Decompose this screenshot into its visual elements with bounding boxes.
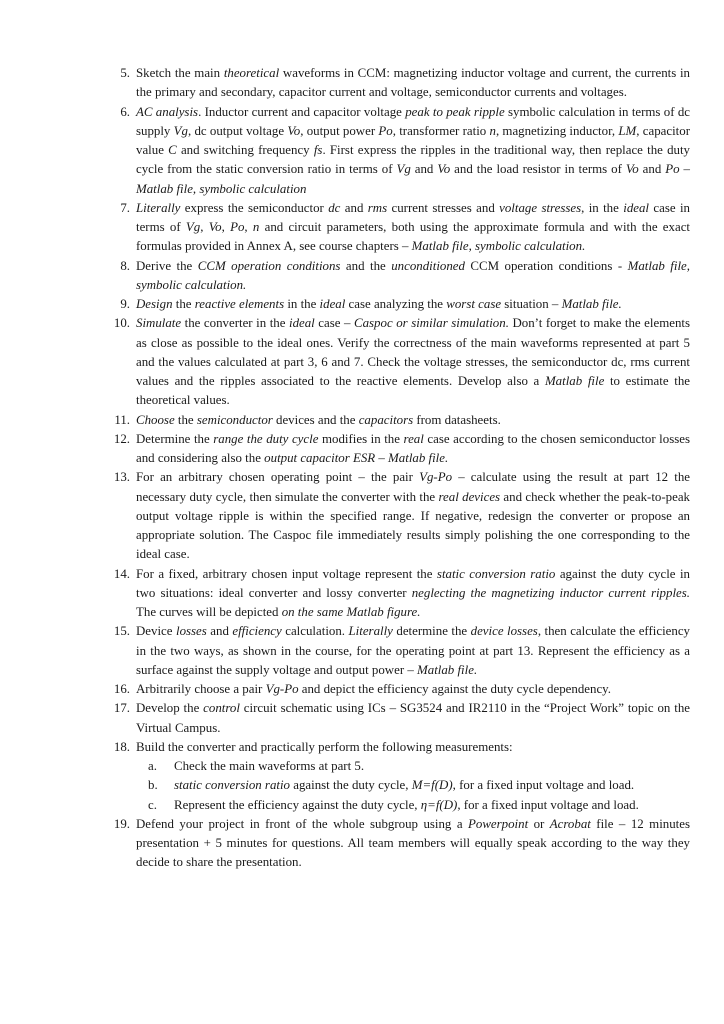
italic-text-run: Vo [208, 220, 222, 234]
item-number: 19. [113, 816, 130, 831]
text-run: and [340, 200, 368, 215]
italic-text-run: Matlab file [544, 374, 605, 388]
item-number: 12. [113, 431, 130, 446]
italic-text-run: Powerpoint [468, 816, 529, 831]
text-run: express the semiconductor [180, 200, 329, 215]
text-run: and [638, 162, 666, 177]
text-run: , output power [300, 123, 379, 138]
text-run: the [172, 297, 195, 311]
italic-text-run: worst case [446, 297, 502, 311]
italic-text-run: rms [367, 200, 388, 215]
italic-text-run: fs [313, 143, 323, 157]
text-run: Derive the [136, 258, 198, 273]
text-run: , then calculate the efficiency in the two ways, as shown in the course, for the operating point at part 13. Represent the efficiency as a surface against the supply voltage and output power – [136, 624, 690, 677]
italic-text-run: Simulate [136, 316, 182, 331]
italic-text-run: Vg [185, 220, 201, 234]
text-run: waveforms in CCM: magnetizing inductor voltage and current, the currents in the primary and secondary, capacitor current and voltage, semiconductor currents and voltages. [136, 66, 691, 100]
text-run: , dc output voltage [187, 123, 288, 138]
text-run: situation – [501, 297, 562, 311]
list-item [120, 199, 690, 257]
text-run: the [174, 412, 197, 427]
list-item [113, 430, 690, 469]
italic-text-run: control [203, 701, 240, 716]
italic-text-run: Vg [396, 162, 411, 177]
item-text [136, 64, 690, 103]
text-run: and circuit parameters, both using the approximate formula and with the exact formulas provided in Annex A, see course chapters – [136, 220, 690, 254]
italic-text-run: reactive elements [194, 297, 285, 311]
italic-text-run: LM [618, 123, 637, 138]
item-number: 6. [120, 104, 130, 119]
text-run: determine the [392, 624, 471, 639]
list-item [113, 680, 690, 699]
sub-item-letter: c. [148, 797, 157, 812]
item-text [136, 295, 690, 314]
text-run: against the duty cycle, [290, 778, 412, 793]
text-run: Arbitrarily choose a pair [136, 682, 266, 696]
italic-text-run: peak to peak ripple [405, 104, 505, 119]
item-number: 9. [120, 297, 130, 311]
text-run: in the [284, 297, 320, 311]
list-item [120, 103, 691, 199]
italic-text-run: Literally [136, 200, 181, 215]
italic-text-run: range the duty cycle [213, 431, 319, 446]
sub-item-text [174, 759, 364, 773]
text-run: the converter in the [181, 316, 289, 331]
list-item [113, 738, 690, 815]
requirements-list [0, 64, 724, 873]
text-run: and [410, 162, 438, 177]
item-number: 18. [113, 739, 130, 754]
item-number: 8. [120, 258, 130, 273]
list-item [120, 295, 690, 314]
text-run: Determine the [136, 431, 214, 446]
italic-text-run: Vo [287, 123, 301, 138]
italic-text-run: Choose [136, 412, 175, 427]
italic-text-run: ideal [288, 316, 315, 331]
item-text [136, 468, 690, 564]
italic-text-run: dc [328, 200, 341, 215]
item-number: 13. [113, 470, 130, 485]
italic-text-run: Po [437, 470, 453, 485]
text-run: , [244, 220, 253, 234]
list-item [120, 257, 690, 296]
item-number: 11. [114, 412, 130, 427]
item-text [136, 430, 690, 469]
text-run: and check whether the peak-to-peak output voltage ripple is within the specified range. If negative, redesign the converter or propose an appropriate solution. The Caspoc file immediately results simply polishing the one corresponding to the ideal case. [136, 489, 690, 562]
text-run: against the duty cycle in two situations: ideal converter and lossy converter [136, 566, 690, 600]
italic-text-run: ideal [319, 297, 346, 311]
item-text [136, 257, 690, 296]
item-text [136, 199, 690, 257]
italic-text-run: n [489, 123, 496, 138]
text-run: circuit schematic using ICs – SG3524 and IR2110 in the “Project Work” topic on the Virtual Campus. [136, 701, 690, 735]
text-run: , transformer ratio [392, 123, 490, 138]
text-run: . First express the ripples in the traditional way, then replace the duty cycle from the static conversion ratio in terms of [136, 143, 690, 177]
text-run: , for a fixed input voltage and load. [452, 778, 635, 793]
italic-text-run: Matlab file, symbolic calculation [136, 181, 307, 196]
text-run: Device [136, 624, 176, 639]
text-run: For an arbitrary chosen operating point – the pair [136, 470, 420, 485]
text-run: from datasheets. [413, 412, 501, 427]
text-run: CCM operation conditions - [464, 258, 628, 273]
italic-text-run: neglecting the magnetizing inductor current ripples. [411, 585, 690, 600]
item-number: 5. [120, 66, 130, 80]
italic-text-run: device losses [470, 624, 538, 639]
list-item [113, 699, 690, 738]
sub-item-text [174, 798, 639, 812]
text-run: and [206, 624, 233, 639]
item-number: 17. [113, 701, 130, 716]
item-text [136, 103, 690, 199]
text-run: modifies in the [318, 431, 404, 446]
italic-text-run: CCM operation conditions [197, 258, 341, 273]
text-run: The curves will be depicted [136, 605, 282, 619]
text-run: – calculate using the result at part 12 the necessary duty cycle, then simulate the converter with the [136, 470, 690, 504]
italic-text-run: Matlab file, symbolic calculation. [411, 239, 586, 254]
italic-text-run: real devices [438, 489, 501, 504]
sub-item-letter: a. [148, 759, 157, 773]
text-run: devices and the [272, 412, 359, 427]
item-text [136, 565, 690, 623]
list-item [114, 411, 690, 430]
text-run: symbolic calculation in terms of dc supply [136, 104, 691, 138]
text-run: Build the converter and practically perform the following measurements: [136, 739, 513, 754]
text-run: , [221, 220, 231, 234]
italic-text-run: Po [230, 220, 245, 234]
text-run: and the [340, 258, 392, 273]
text-run: – [679, 162, 691, 177]
italic-text-run: Po [284, 682, 299, 696]
text-run: - [279, 682, 285, 696]
sub-item-text [174, 778, 634, 792]
text-run: and depict the efficiency against the duty cycle dependency. [298, 682, 611, 696]
text-run: file – 12 minutes presentation + 5 minutes for questions. All team members will equally speak according to the way they decide to share the presentation. [136, 816, 690, 870]
list-item [113, 565, 690, 623]
sub-list-item [148, 796, 690, 815]
text-run: calculation. [281, 624, 349, 639]
sub-list-item [148, 776, 690, 795]
list-item [113, 314, 691, 410]
text-run: case – [314, 316, 354, 331]
text-run: or [528, 816, 550, 831]
italic-text-run: output capacitor ESR – Matlab file. [264, 451, 449, 465]
text-run: , [200, 220, 209, 234]
italic-text-run: Matlab file, symbolic calculation. [136, 258, 690, 292]
italic-text-run: ideal [623, 200, 650, 215]
italic-text-run: efficiency [232, 624, 282, 639]
item-text [136, 699, 690, 738]
list-item [113, 815, 690, 873]
text-run: Defend your project in front of the whole subgroup using a [136, 816, 468, 831]
text-run: . Inductor current and capacitor voltage [198, 104, 406, 119]
text-run: case in terms of [136, 200, 690, 234]
italic-text-run: Vo [437, 162, 451, 177]
text-run: For a fixed, arbitrary chosen input voltage represent the [136, 566, 437, 581]
italic-text-run: n [252, 220, 260, 234]
sub-list [136, 757, 690, 815]
text-run: - [433, 470, 438, 485]
italic-text-run: Po [665, 162, 680, 177]
sub-item-letter: b. [148, 778, 158, 793]
item-text [136, 622, 690, 680]
text-run: case analyzing the [345, 297, 447, 311]
italic-text-run: semiconductor [196, 412, 273, 427]
item-number: 10. [113, 316, 130, 331]
italic-text-run: Acrobat [549, 816, 591, 831]
item-number: 14. [113, 566, 130, 581]
italic-text-run: Vg [419, 470, 434, 485]
text-run: and the load resistor in terms of [450, 162, 626, 177]
item-text [136, 680, 690, 699]
italic-text-run: static conversion ratio [174, 778, 291, 793]
italic-text-run: Matlab file. [561, 297, 622, 311]
text-run: case according to the chosen semiconductor losses and considering also the [136, 431, 690, 465]
item-text [136, 314, 690, 410]
text-run: Represent the efficiency against the duty cycle, [174, 797, 421, 812]
italic-text-run: losses [175, 624, 207, 639]
text-run: , capacitor value [136, 123, 690, 157]
italic-text-run: AC analysis [136, 104, 199, 119]
italic-text-run: voltage stresses [499, 200, 582, 215]
italic-text-run: Vg [265, 682, 280, 696]
item-text [136, 815, 690, 873]
text-run: Develop the [136, 701, 204, 716]
italic-text-run: Literally [348, 624, 393, 639]
italic-text-run: Vo [625, 162, 639, 177]
italic-text-run: η=f(D) [420, 797, 458, 812]
italic-text-run: Caspoc or similar simulation. [354, 316, 509, 331]
text-run: and switching frequency [176, 143, 314, 157]
italic-text-run: Matlab file. [417, 662, 478, 677]
text-run: , for a fixed input voltage and load. [457, 797, 639, 812]
italic-text-run: static conversion ratio [436, 566, 556, 581]
text-run: current stresses and [387, 200, 500, 215]
italic-text-run: capacitors [358, 412, 414, 427]
list-item [120, 64, 691, 103]
document-page [0, 64, 724, 873]
text-run: , in the [581, 200, 624, 215]
text-run: Don’t forget to make the elements as close as possible to the ideal ones. Verify the correctness of the main waveforms represented at part 5 and the values calculated at part 3, 6 and 7. Check the voltage stresses, the semiconductor dc, rms current values and the ripples associated to the reactive elements. Develop also a [136, 316, 691, 388]
item-text [136, 738, 690, 757]
italic-text-run: real [403, 431, 424, 446]
item-number: 15. [113, 624, 130, 639]
sub-list-item [148, 757, 690, 776]
italic-text-run: on the same Matlab figure. [281, 605, 421, 619]
italic-text-run: theoretical [223, 66, 280, 80]
item-text [136, 411, 690, 430]
italic-text-run: unconditioned [391, 258, 465, 273]
list-item [113, 468, 690, 564]
italic-text-run: Po [378, 123, 393, 138]
item-number: 16. [113, 682, 130, 696]
item-number: 7. [120, 200, 130, 215]
italic-text-run: Design [136, 297, 173, 311]
text-run: Sketch the main [136, 66, 224, 80]
text-run: , magnetizing inductor, [495, 123, 619, 138]
text-run: to estimate the theoretical values. [136, 374, 690, 408]
italic-text-run: C [168, 143, 177, 157]
list-item [113, 622, 690, 680]
italic-text-run: Vg [173, 123, 188, 138]
text-run: Check the main waveforms at part 5. [174, 759, 365, 773]
italic-text-run: M=f(D) [411, 778, 453, 793]
